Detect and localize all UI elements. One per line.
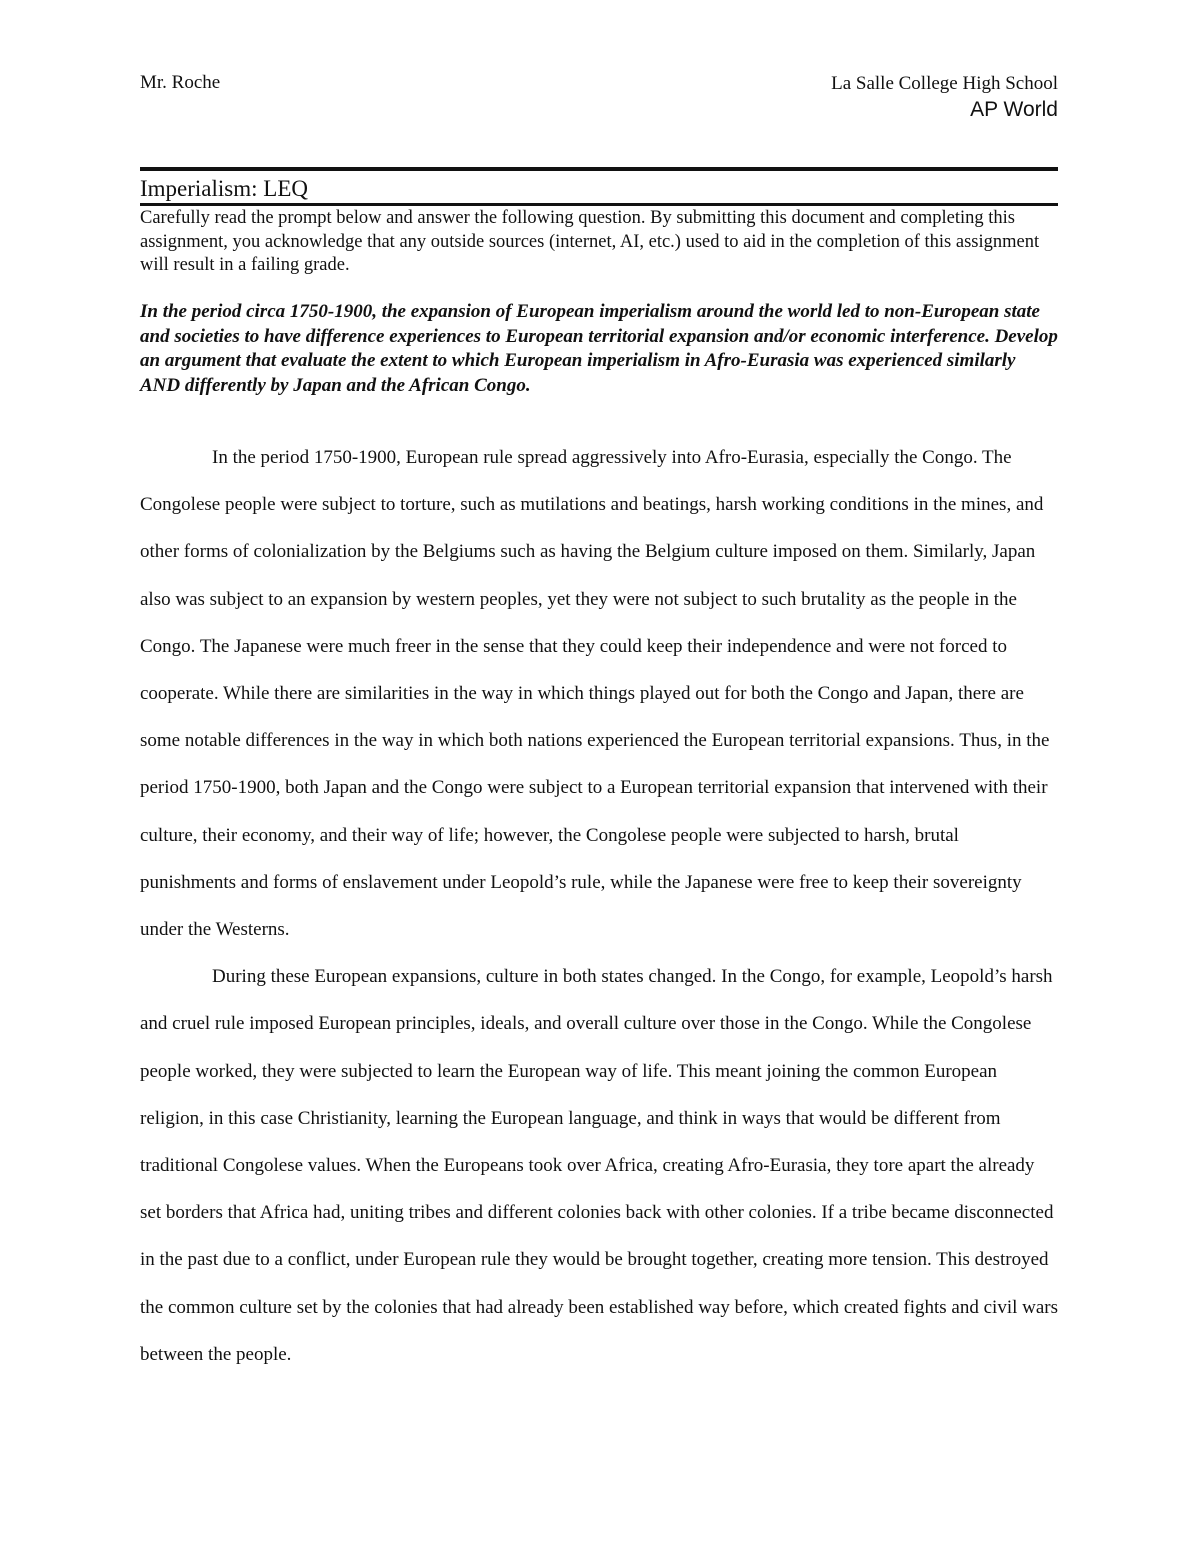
title-divider	[140, 203, 1058, 206]
header-right	[831, 72, 1058, 122]
top-divider	[140, 167, 1058, 171]
school-name: La Salle College High School	[831, 73, 1058, 94]
document-title: Imperialism: LEQ	[140, 176, 308, 201]
essay-body	[140, 434, 1058, 1378]
instructions-text: Carefully read the prompt below and answer the following question. By submitting this document and completing this assignment, you acknowledge that any outside sources (internet, AI, etc.) used to aid in the completion of this assignment will result in a failing grade.	[140, 208, 1040, 275]
course-name: AP World	[970, 98, 1058, 121]
essay-prompt: In the period circa 1750-1900, the expansion of European imperialism around the world led to non-European state and societies to have difference experiences to European territorial expansion and/or economic interference. Develop an argument that evaluate the extent to which European imperialism in Afro-Eurasia was experienced similarly AND differently by Japan and the African Congo.	[140, 301, 1058, 396]
teacher-name: Mr. Roche	[140, 72, 221, 93]
essay-paragraph: In the period 1750-1900, European rule spread aggressively into Afro-Eurasia, especially the Congo. The Congolese people were subject to torture, such as mutilations and beatings, harsh working conditions in the mines, and other forms of colonialization by the Belgiums such as having the Belgium culture imposed on them. Similarly, Japan also was subject to an expansion by western peoples, yet they were not subject to such brutality as the people in the Congo. The Japanese were much freer in the sense that they could keep their independence and were not forced to cooperate. While there are similarities in the way in which things played out for both the Congo and Japan, there are some notable differences in the way in which both nations experienced the European territorial expansions. Thus, in the period 1750-1900, both Japan and the Congo were subject to a European territorial expansion that intervened with their culture, their economy, and their way of life; however, the Congolese people were subjected to harsh, brutal punishments and forms of enslavement under Leopold’s rule, while the Japanese were free to keep their sovereignty under the Westerns.	[140, 447, 1050, 941]
essay-paragraph: During these European expansions, culture in both states changed. In the Congo, for example, Leopold’s harsh and cruel rule imposed European principles, ideals, and overall culture over those in the Congo. While the Congolese people worked, they were subjected to learn the European way of life. This meant joining the common European religion, in this case Christianity, learning the European language, and think in ways that would be different from traditional Congolese values. When the Europeans took over Africa, creating Afro-Eurasia, they tore apart the already set borders that Africa had, uniting tribes and different colonies back with other colonies. If a tribe became disconnected in the past due to a conflict, under European rule they would be brought together, creating more tension. This destroyed the common culture set by the colonies that had already been established way before, which created fights and civil wars between the people.	[140, 966, 1059, 1365]
